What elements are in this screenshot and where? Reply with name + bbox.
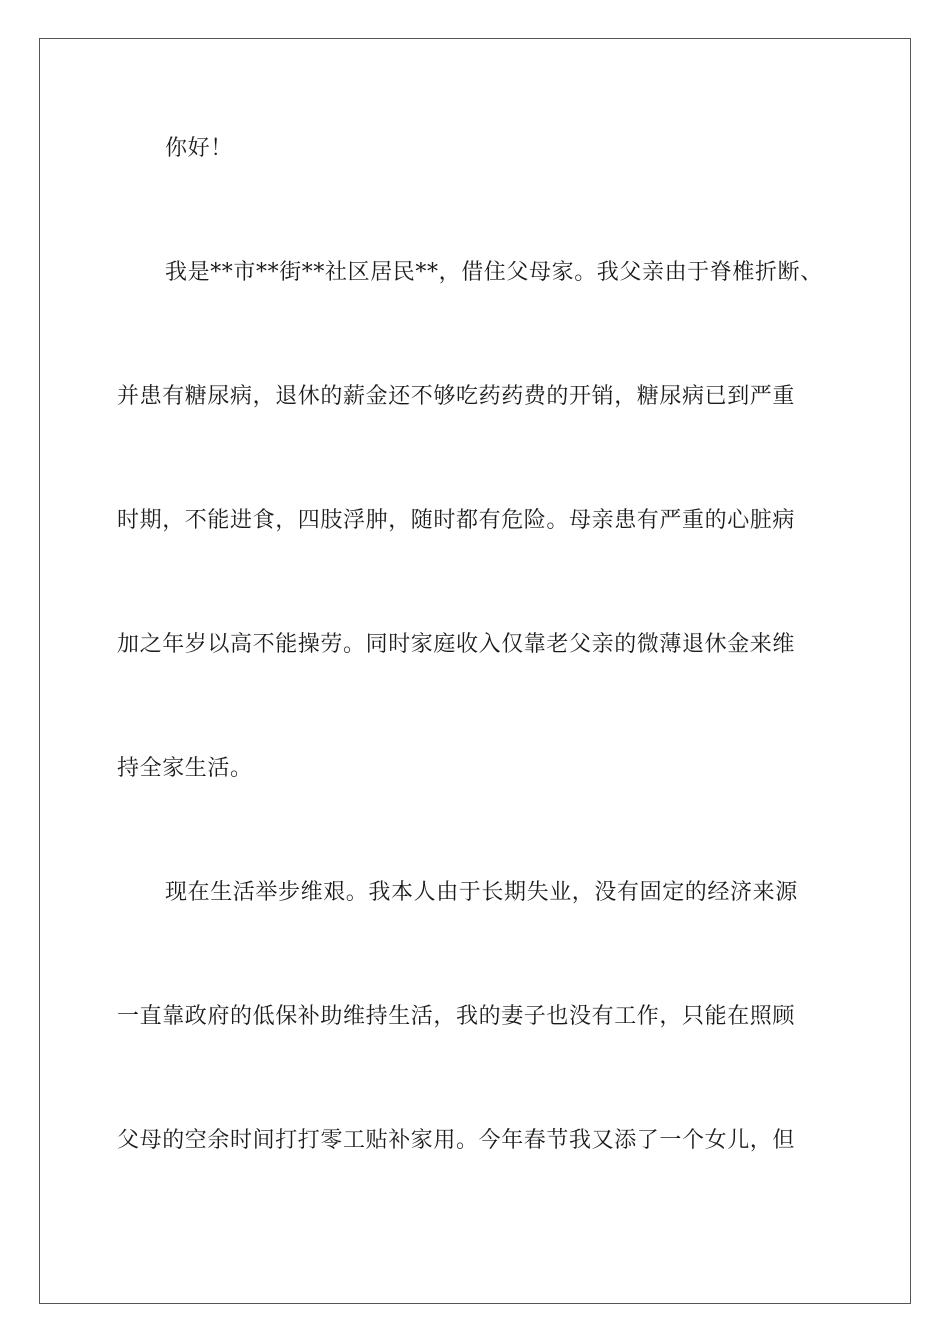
paragraph-1-line-3: 时期，不能进食，四肢浮肿，随时都有危险。母亲患有严重的心脏病	[117, 508, 796, 533]
paragraph-1-line-1: 我是**市**街**社区居民**，借住父母家。我父亲由于脊椎折断、	[165, 260, 823, 285]
paragraph-2-line-3: 父母的空余时间打打零工贴补家用。今年春节我又添了一个女儿，但	[117, 1128, 796, 1153]
paragraph-1-line-5: 持全家生活。	[117, 756, 253, 781]
paragraph-1-line-2: 并患有糖尿病，退休的薪金还不够吃药药费的开销，糖尿病已到严重	[117, 384, 796, 409]
greeting-line: 你好！	[165, 136, 233, 161]
paragraph-2-line-1: 现在生活举步维艰。我本人由于长期失业，没有固定的经济来源	[165, 880, 798, 905]
paragraph-1-line-4: 加之年岁以高不能操劳。同时家庭收入仅靠老父亲的微薄退休金来维	[117, 632, 796, 657]
page-border	[39, 38, 911, 1304]
paragraph-2-line-2: 一直靠政府的低保补助维持生活，我的妻子也没有工作，只能在照顾	[117, 1004, 796, 1029]
